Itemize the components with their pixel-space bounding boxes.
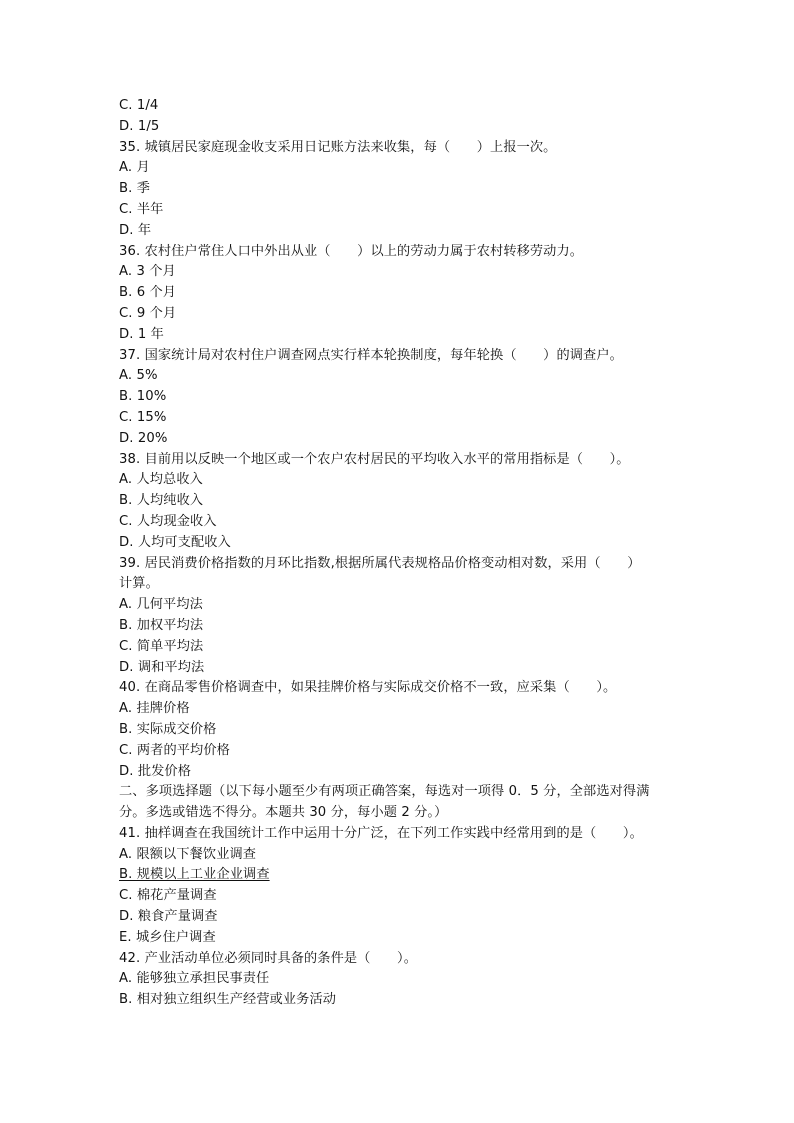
option-a-q39: A. 几何平均法	[119, 597, 203, 613]
option-a-q38: A. 人均总收入	[119, 472, 203, 488]
option-d-q37: D. 20%	[119, 430, 168, 446]
section-heading-multiple-choice-continued: 分。多选或错选不得分。本题共 30 分，每小题 2 分。）	[119, 805, 448, 821]
option-e-q41: E. 城乡住户调查	[119, 929, 216, 945]
option-c-q39: C. 简单平均法	[119, 638, 204, 654]
option-a-q42: A. 能够独立承担民事责任	[119, 971, 270, 987]
option-d-q38: D. 人均可支配收入	[119, 534, 231, 550]
option-c-q35: C. 半年	[119, 201, 164, 217]
question-38: 38. 目前用以反映一个地区或一个农户农村居民的平均收入水平的常用指标是（ ）。	[119, 451, 630, 467]
option-b-q42: B. 相对独立组织生产经营或业务活动	[119, 992, 337, 1008]
option-b-q36: B. 6 个月	[119, 285, 177, 301]
question-37: 37. 国家统计局对农村住户调查网点实行样本轮换制度，每年轮换（ ）的调查户。	[119, 347, 623, 363]
question-41: 41. 抽样调查在我国统计工作中运用十分广泛，在下列工作实践中经常用到的是（ ）。	[119, 825, 643, 841]
document-body	[119, 96, 679, 1011]
question-36: 36. 农村住户常住人口中外出从业（ ）以上的劳动力属于农村转移劳动力。	[119, 243, 584, 259]
option-a-q41: A. 限额以下餐饮业调查	[119, 846, 257, 862]
option-c-q37: C. 15%	[119, 409, 167, 425]
option-d-q35: D. 年	[119, 222, 152, 238]
option-a-q35: A. 月	[119, 160, 150, 176]
question-35: 35. 城镇居民家庭现金收支采用日记账方法来收集，每（ ）上报一次。	[119, 139, 557, 155]
option-a-q40: A. 挂牌价格	[119, 701, 190, 717]
question-42: 42. 产业活动单位必须同时具备的条件是（ ）。	[119, 950, 417, 966]
option-c-q41: C. 棉花产量调查	[119, 888, 217, 904]
option-b-q39: B. 加权平均法	[119, 617, 204, 633]
option-a-q37: A. 5%	[119, 368, 158, 384]
question-40: 40. 在商品零售价格调查中，如果挂牌价格与实际成交价格不一致，应采集（ ）。	[119, 680, 617, 696]
option-b-q37: B. 10%	[119, 389, 167, 405]
option-c-q40: C. 两者的平均价格	[119, 742, 230, 758]
option-d-q39: D. 调和平均法	[119, 659, 205, 675]
option-d-q40: D. 批发价格	[119, 763, 191, 779]
option-b-q38: B. 人均纯收入	[119, 493, 204, 509]
option-d-q41: D. 粮食产量调查	[119, 909, 218, 925]
option-b-q40: B. 实际成交价格	[119, 721, 217, 737]
option-b-q41: B. 规模以上工业企业调查	[119, 867, 270, 883]
option-c-q36: C. 9 个月	[119, 305, 177, 321]
option-c-q34: C. 1/4	[119, 98, 159, 113]
option-c-q38: C. 人均现金收入	[119, 513, 217, 529]
option-b-q35: B. 季	[119, 181, 151, 197]
question-39-continued: 计算。	[119, 576, 159, 592]
option-d-q36: D. 1 年	[119, 326, 164, 342]
option-d-q34: D. 1/5	[119, 118, 160, 134]
option-a-q36: A. 3 个月	[119, 264, 176, 280]
question-39: 39. 居民消费价格指数的月环比指数,根据所属代表规格品价格变动相对数，采用（ ）	[119, 555, 641, 571]
section-heading-multiple-choice: 二、多项选择题（以下每小题至少有两项正确答案，每选对一项得 0．5 分，全部选对得满	[119, 784, 650, 800]
